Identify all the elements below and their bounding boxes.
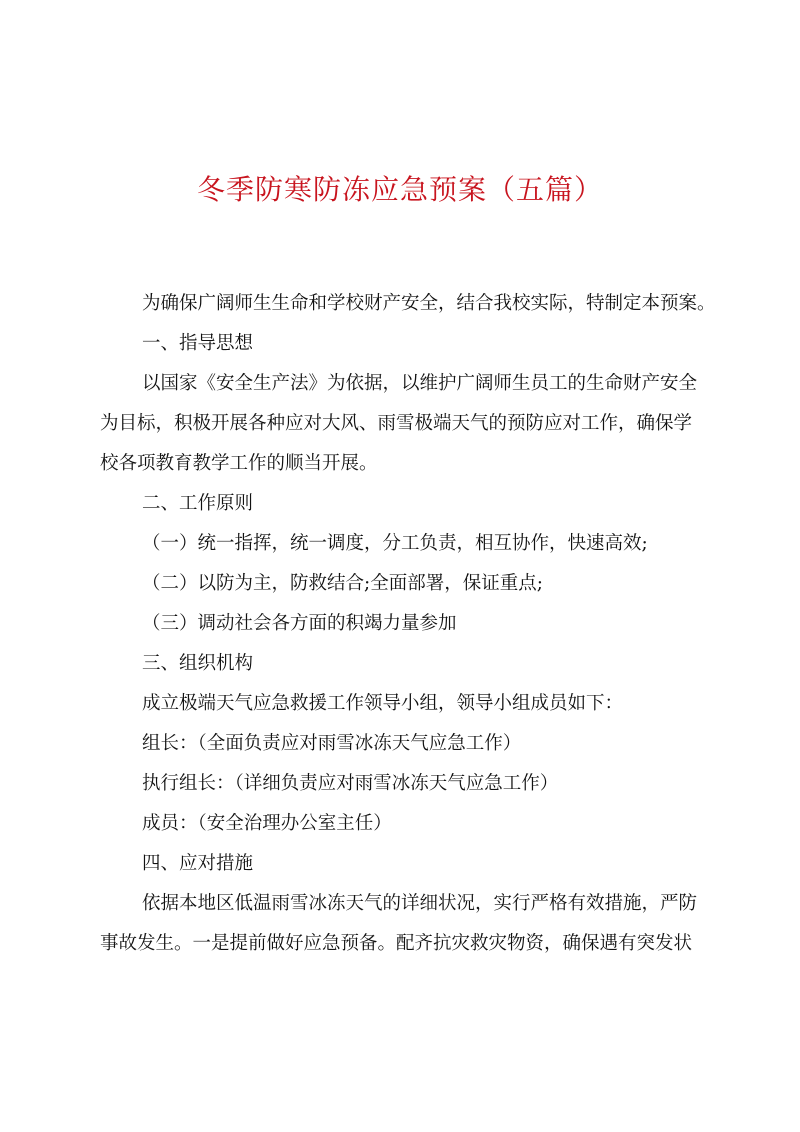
list-item: 组长：（全面负责应对雨雪冰冻天气应急工作） bbox=[142, 733, 522, 754]
document-body bbox=[100, 284, 716, 964]
list-item: 成员：（安全治理办公室主任） bbox=[142, 813, 392, 834]
list-item: （二）以防为主，防救结合;全面部署，保证重点; bbox=[142, 573, 543, 594]
principle-item-1 bbox=[100, 524, 700, 564]
list-item: 执行组长：（详细负责应对雨雪冰冻天气应急工作） bbox=[142, 773, 559, 794]
section-heading: 一、指导思想 bbox=[142, 333, 254, 354]
section-heading: 三、组织机构 bbox=[142, 653, 254, 674]
principle-item-2 bbox=[100, 564, 700, 604]
section-heading: 四、应对措施 bbox=[142, 853, 254, 874]
paragraph-line: 为目标，积极开展各种应对大风、雨雪极端天气的预防应对工作，确保学 bbox=[100, 413, 693, 434]
list-item: （一）统一指挥，统一调度，分工负责，相互协作，快速高效; bbox=[142, 533, 648, 554]
paragraph-intro bbox=[100, 284, 716, 324]
document-title: 冬季防寒防冻应急预案（五篇） bbox=[196, 173, 603, 206]
list-item: （三）调动社会各方面的积竭力量参加 bbox=[142, 613, 457, 634]
paragraph-line: 校各项教育教学工作的顺当开展。 bbox=[100, 453, 378, 474]
paragraph-line: 成立极端天气应急救援工作领导小组，领导小组成员如下： bbox=[142, 693, 624, 714]
section-heading-organization bbox=[100, 644, 700, 684]
section-heading-measures bbox=[100, 844, 700, 884]
principle-item-3 bbox=[100, 604, 700, 644]
paragraph-line: 为确保广阔师生生命和学校财产安全，结合我校实际，特制定本预案。 bbox=[142, 293, 716, 314]
paragraph-measures bbox=[100, 884, 700, 964]
section-heading-guiding-ideology bbox=[100, 324, 700, 364]
paragraph-line: 事故发生。一是提前做好应急预备。配齐抗灾救灾物资，确保遇有突发状 bbox=[100, 933, 693, 954]
member-executive-leader bbox=[100, 764, 700, 804]
paragraph-line: 依据本地区低温雨雪冰冻天气的详细状况，实行严格有效措施，严防 bbox=[142, 893, 698, 914]
paragraph-guiding-ideology bbox=[100, 364, 700, 484]
paragraph-organization bbox=[100, 684, 700, 724]
section-heading: 二、工作原则 bbox=[142, 493, 254, 514]
paragraph-line: 以国家《安全生产法》为依据，以维护广阔师生员工的生命财产安全 bbox=[142, 373, 698, 394]
member-members bbox=[100, 804, 700, 844]
section-heading-working-principles bbox=[100, 484, 700, 524]
member-leader bbox=[100, 724, 700, 764]
